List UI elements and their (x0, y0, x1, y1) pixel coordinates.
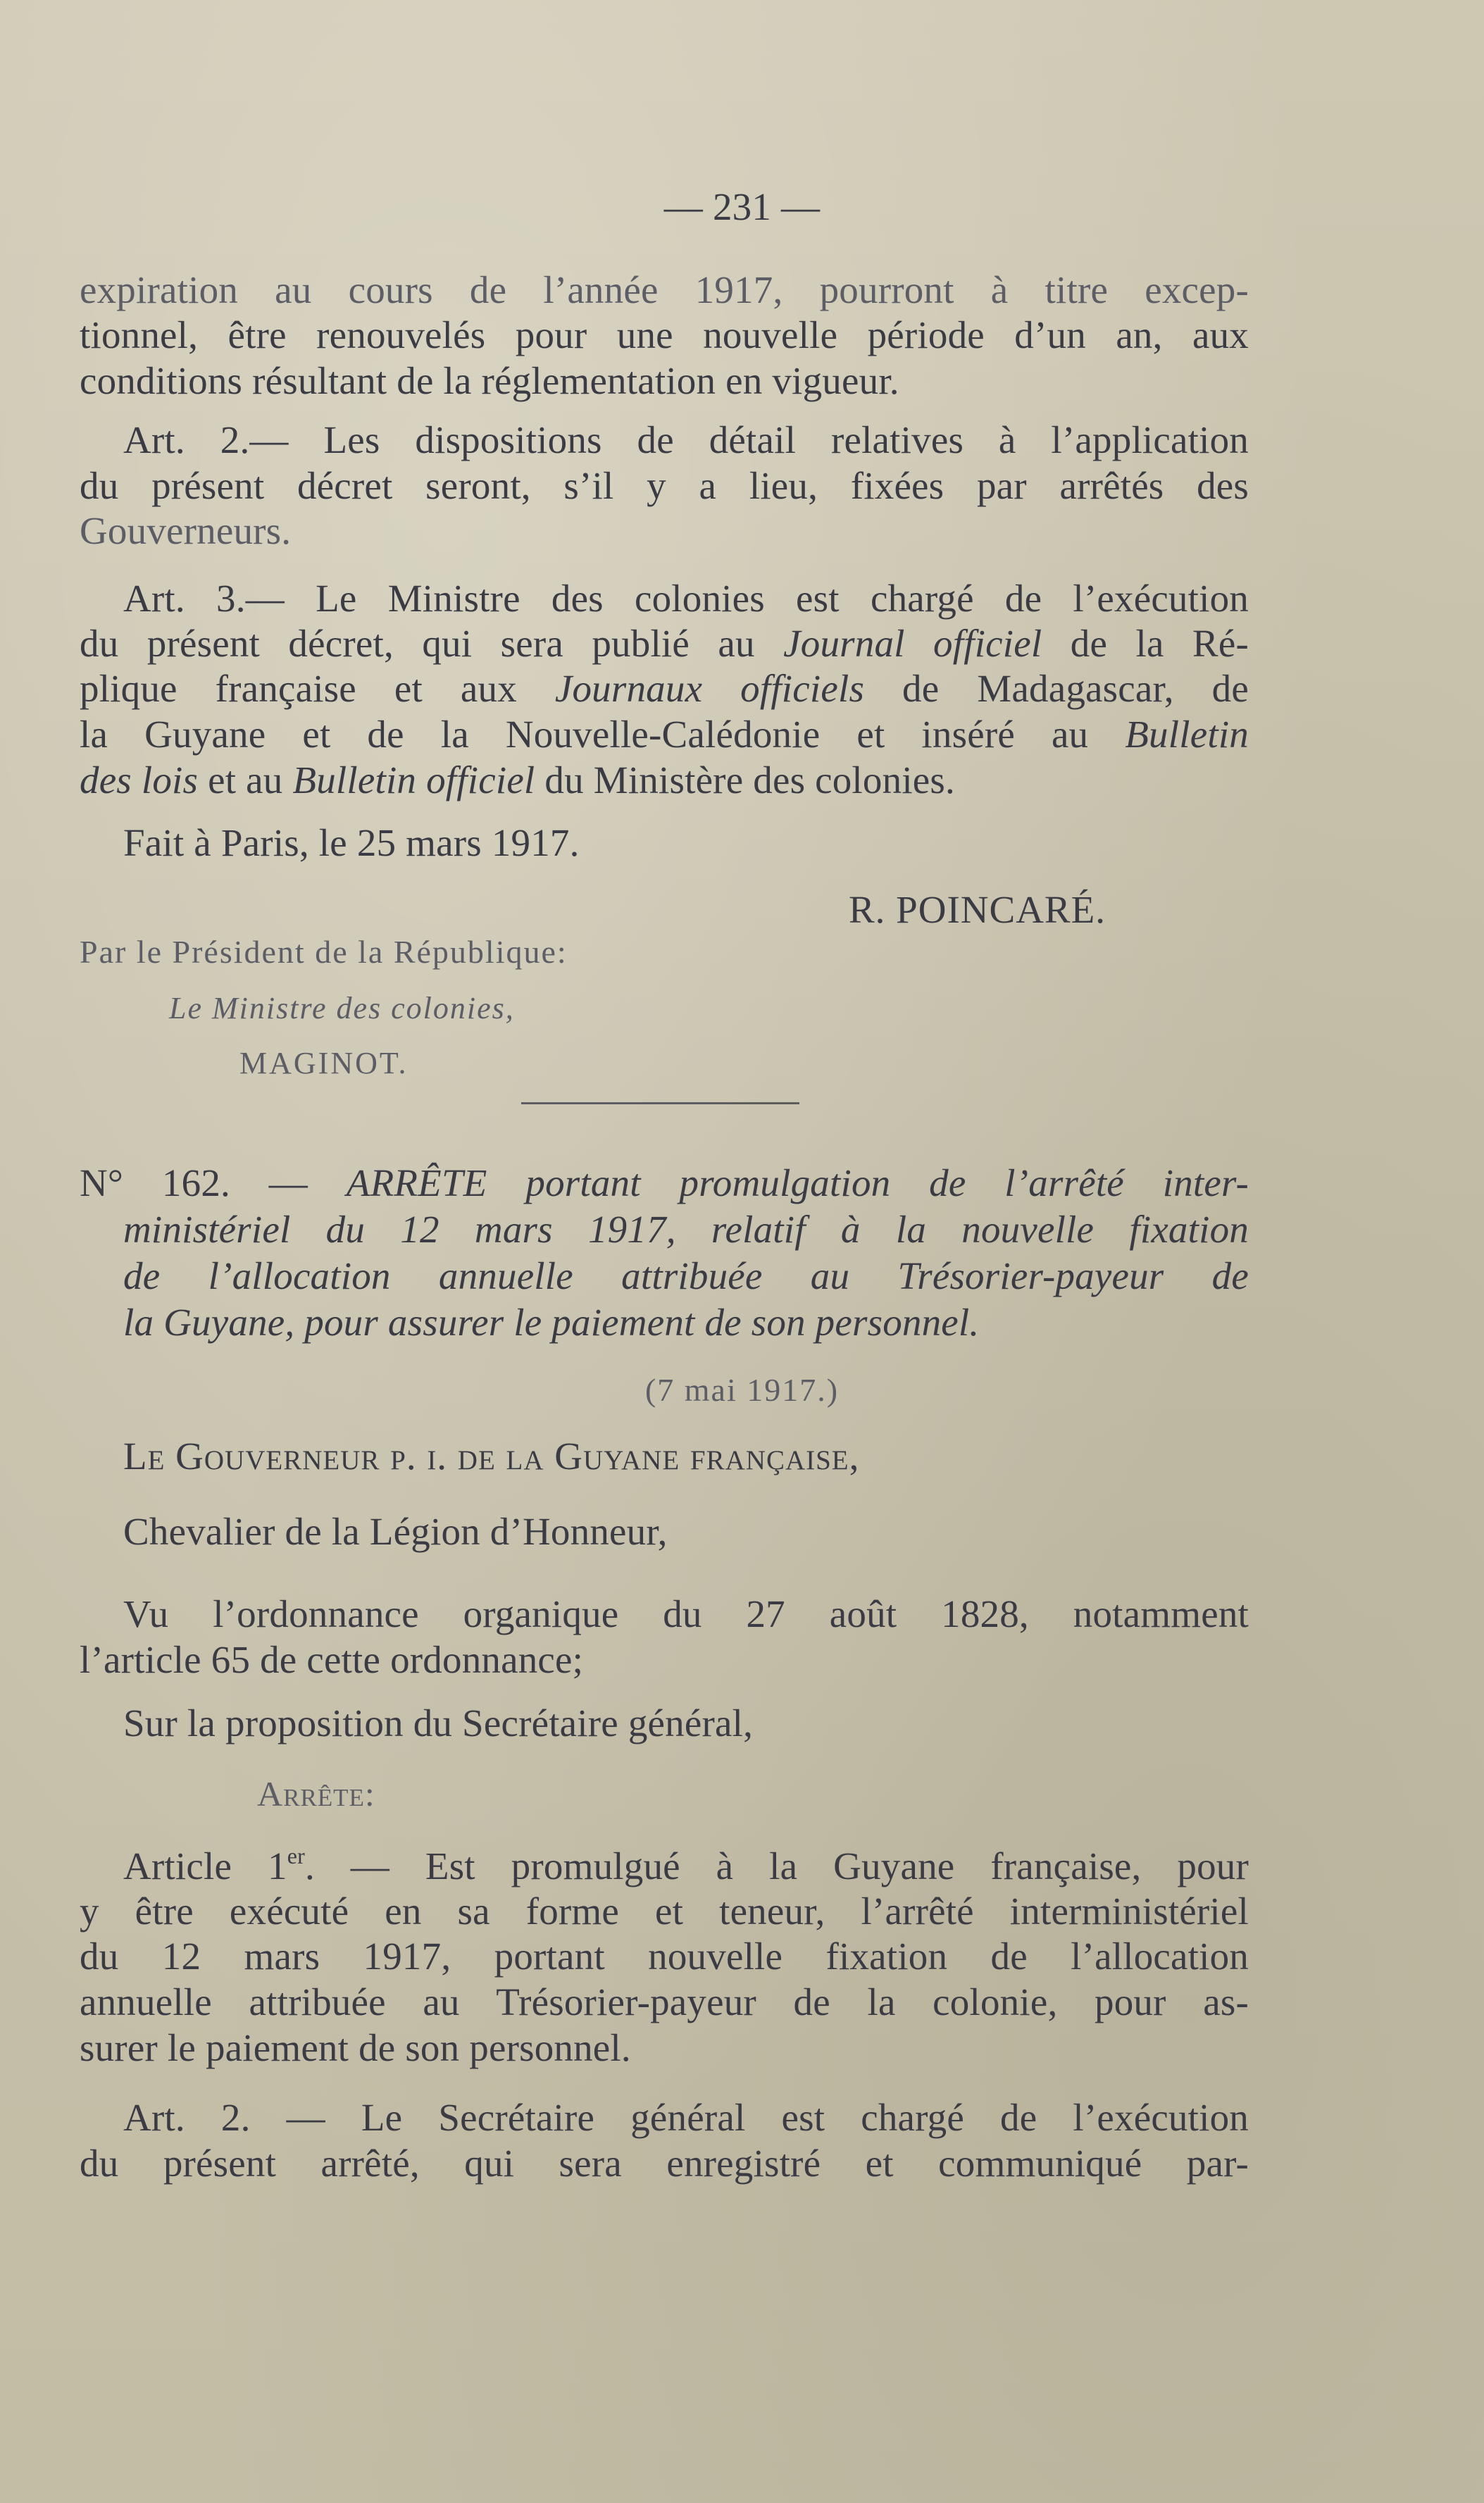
article-1-line: y être exécuté en sa forme et teneur, l’arrêté interministériel (80, 1890, 1249, 1933)
article-1-line: Article 1er. — Est promulgué à la Guyane française, pour (123, 1843, 1249, 1887)
decree-title-line: N° 162. — ARRÊTE portant promulgation de l’arrêté inter- (80, 1161, 1249, 1204)
by-president-line: Par le Président de la République: (80, 934, 568, 970)
governor-line: Le Gouverneur p. i. de la Guyane française, (123, 1435, 860, 1478)
arrete-heading: Arrête: (257, 1774, 375, 1814)
article-3-line: la Guyane et de la Nouvelle-Calédonie et inséré au Bulletin (80, 713, 1249, 756)
minister-title: Le Ministre des colonies, (169, 991, 515, 1025)
article-2-decree-line: Art. 2. — Le Secrétaire général est chargé de l’exécution (123, 2096, 1249, 2139)
article-2-line: du présent décret seront, s’il y a lieu, fixées par arrêtés des (80, 464, 1249, 507)
article-2-decree-line: du présent arrêté, qui sera enregistré et communiqué par- (80, 2142, 1249, 2185)
signer-name: R. POINCARÉ. (849, 888, 1106, 931)
minister-name: MAGINOT. (239, 1046, 409, 1080)
article-1-line: du 12 mars 1917, portant nouvelle fixation de l’allocation (80, 1935, 1249, 1978)
section-divider (521, 1102, 799, 1104)
article-1-line: annuelle attribuée au Trésorier-payeur de la colonie, pour as- (80, 1980, 1249, 2023)
proposition-line: Sur la proposition du Secrétaire général, (123, 1702, 754, 1744)
decree-title-line: ministériel du 12 mars 1917, relatif à la nouvelle fixation (123, 1208, 1249, 1251)
paragraph-line: expiration au cours de l’année 1917, pourront à titre excep- (80, 268, 1249, 311)
article-1-line: surer le paiement de son personnel. (80, 2026, 631, 2069)
page-number: — 231 — (663, 185, 821, 228)
paragraph-line: tionnel, être renouvelés pour une nouvelle période d’un an, aux (80, 313, 1249, 356)
article-3-line: plique française et aux Journaux officiels de Madagascar, de (80, 667, 1249, 710)
article-3-line: Art. 3.— Le Ministre des colonies est chargé de l’exécution (123, 577, 1249, 620)
article-2-line: Gouverneurs. (80, 509, 292, 552)
governor-line: Chevalier de la Légion d’Honneur, (123, 1510, 668, 1553)
article-2-line: Art. 2.— Les dispositions de détail relatives à l’application (123, 418, 1249, 461)
decree-date: (7 mai 1917.) (644, 1372, 840, 1408)
article-3-line: des lois et au Bulletin officiel du Ministère des colonies. (80, 759, 955, 801)
signature-date: Fait à Paris, le 25 mars 1917. (123, 821, 580, 864)
paragraph-line: conditions résultant de la réglementation en vigueur. (80, 359, 899, 402)
considerant-line: Vu l’ordonnance organique du 27 août 1828, notamment (123, 1592, 1249, 1635)
considerant-line: l’article 65 de cette ordonnance; (80, 1638, 584, 1681)
article-3-line: du présent décret, qui sera publié au Journal officiel de la Ré- (80, 622, 1249, 665)
decree-title-line: de l’allocation annuelle attribuée au Trésorier-payeur de (123, 1254, 1249, 1297)
decree-title-line: la Guyane, pour assurer le paiement de son personnel. (123, 1301, 980, 1344)
